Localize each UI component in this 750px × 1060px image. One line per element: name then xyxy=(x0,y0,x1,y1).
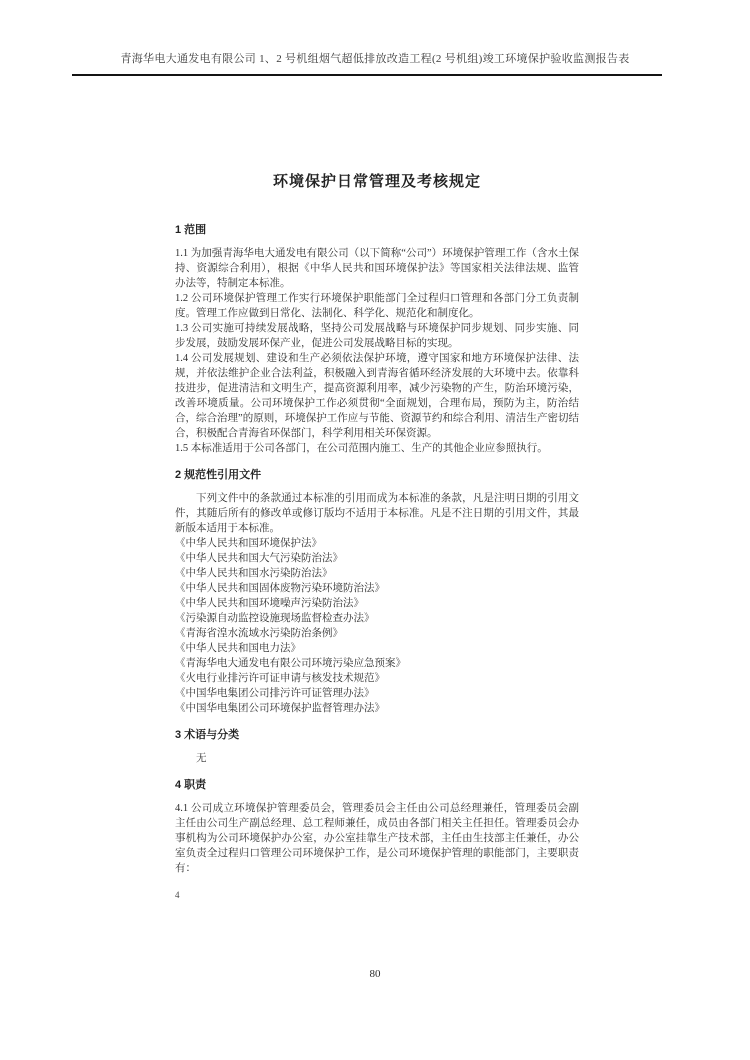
paragraph: 无 xyxy=(196,753,207,764)
document-title: 环境保护日常管理及考核规定 xyxy=(272,173,481,190)
reference-item: 《中国华电集团公司排污许可证管理办法》 xyxy=(175,688,375,699)
reference-item: 《中华人民共和国环境保护法》 xyxy=(175,538,322,549)
reference-item: 《中国华电集团公司环境保护监督管理办法》 xyxy=(175,703,385,714)
document-body xyxy=(175,170,579,900)
paragraph: 4.1 公司成立环境保护管理委员会，管理委员会主任由公司总经理兼任，管理委员会副主任由公司生产副总经理、总工程师兼任，成员由各部门相关主任担任。管理委员会办事机构为公司环境保护办公室，办公室挂靠生产技术部，主任由生技部主任兼任，办公室负责全过程归口管理公司环境保护工作，是公司环境保护管理的职能部门，主要职责有： xyxy=(175,803,579,874)
paragraph: 1.3 公司实施可持续发展战略，坚持公司发展战略与环境保护同步规划、同步实施、同步发展，鼓励发展环保产业，促进公司发展战略目标的实现。 xyxy=(175,323,579,349)
header-rule xyxy=(72,74,662,76)
reference-item: 《青海华电大通发电有限公司环境污染应急预案》 xyxy=(175,658,406,669)
section-heading-responsibilities: 4 职责 xyxy=(175,779,207,791)
reference-item: 《中华人民共和国固体废物污染环境防治法》 xyxy=(175,583,385,594)
page-number: 80 xyxy=(369,968,381,980)
paragraph: 1.1 为加强青海华电大通发电有限公司（以下简称“公司”）环境保护管理工作（含水土保持、资源综合利用），根据《中华人民共和国环境保护法》等国家相关法律法规、监管办法等，特制定本标准。 xyxy=(175,248,579,289)
reference-list xyxy=(175,536,579,716)
section-heading-terms: 3 术语与分类 xyxy=(175,729,240,741)
reference-item: 《中华人民共和国水污染防治法》 xyxy=(175,568,333,579)
reference-item: 《中华人民共和国环境噪声污染防治法》 xyxy=(175,598,364,609)
section-heading-normative-references: 2 规范性引用文件 xyxy=(175,469,262,481)
running-header: 青海华电大通发电有限公司 1、2 号机组烟气超低排放改造工程(2 号机组)竣工环境保护验收监测报告表 xyxy=(120,53,630,65)
reference-item: 《火电行业排污许可证申请与核发技术规范》 xyxy=(175,673,385,684)
reference-item: 《中华人民共和国大气污染防治法》 xyxy=(175,553,343,564)
paragraph: 下列文件中的条款通过本标准的引用而成为本标准的条款，凡是注明日期的引用文件，其随后所有的修改单或修订版均不适用于本标准。凡是不注日期的引用文件，其最新版本适用于本标准。 xyxy=(175,493,579,534)
paragraph: 1.2 公司环境保护管理工作实行环境保护职能部门全过程归口管理和各部门分工负责制度。管理工作应做到日常化、法制化、科学化、规范化和制度化。 xyxy=(175,293,579,319)
reference-item: 《青海省湟水流域水污染防治条例》 xyxy=(175,628,343,639)
reference-item: 《中华人民共和国电力法》 xyxy=(175,643,301,654)
section-heading-scope: 1 范围 xyxy=(175,224,207,236)
reference-item: 《污染源自动监控设施现场监督检查办法》 xyxy=(175,613,375,624)
paragraph: 1.5 本标准适用于公司各部门，在公司范围内施工、生产的其他企业应参照执行。 xyxy=(175,443,548,454)
inner-page-number: 4 xyxy=(175,890,180,900)
paragraph: 1.4 公司发展规划、建设和生产必须依法保护环境，遵守国家和地方环境保护法律、法规，并依法维护企业合法利益，积极融入到青海省循环经济发展的大环境中去。依靠科技进步，促进清洁和文明生产，提高资源利用率，减少污染物的产生，防治环境污染，改善环境质量。公司环境保护工作必须贯彻“全面规划，合理布局，预防为主，防治结合，综合治理”的原则，环境保护工作应与节能、资源节约和综合利用、清洁生产密切结合，积极配合青海省环保部门，科学利用相关环保资源。 xyxy=(175,353,579,439)
